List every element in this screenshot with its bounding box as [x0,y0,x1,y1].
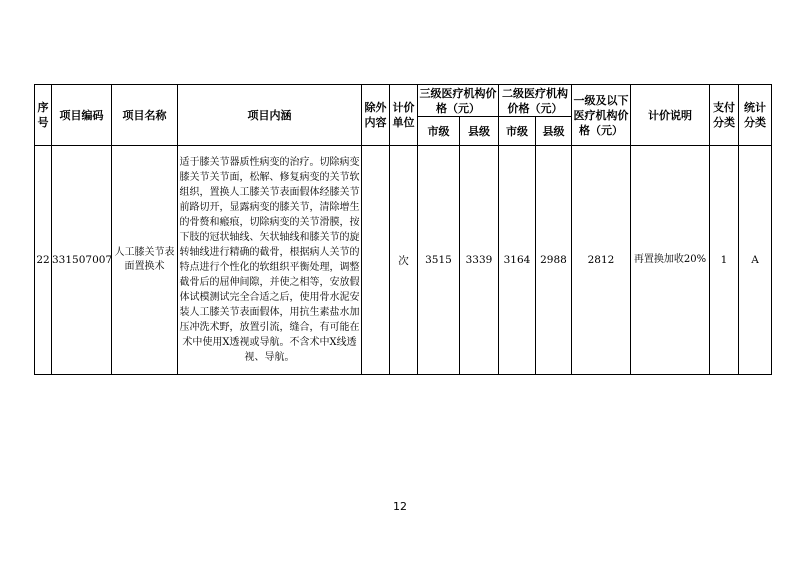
header-code: 项目编码 [52,85,112,146]
cell-tier2-county: 2988 [536,146,572,375]
cell-tier2-city: 3164 [499,146,536,375]
header-pricing-note: 计价说明 [631,85,710,146]
cell-pricing-note: 再置换加收20% [631,146,710,375]
cell-statistics-class: A [739,146,772,375]
cell-code: 331507007 [52,146,112,375]
header-tier2-city: 市级 [499,117,536,146]
header-tier3-price: 三级医疗机构价格（元） [419,86,497,115]
header-tier3-county: 县级 [460,117,499,146]
page-number: 12 [393,500,407,513]
header-unit: 计价单位 [390,85,418,146]
header-seq: 序号 [35,85,52,146]
cell-payment-class: 1 [710,146,739,375]
header-payment-class: 支付分类 [710,85,739,146]
header-tier2-price: 二级医疗机构价格（元） [499,85,572,117]
header-name: 项目名称 [112,85,178,146]
header-tier2-county: 县级 [536,117,572,146]
header-row-top [35,85,772,117]
cell-seq: 22 [35,146,52,375]
header-statistics-class: 统计分类 [739,85,772,146]
cell-tier3-county: 3339 [460,146,499,375]
cell-unit: 次 [390,146,418,375]
header-tier1-price: 一级及以下医疗机构价格（元） [572,85,631,146]
cell-tier1-price: 2812 [572,146,631,375]
cell-tier3-city: 3515 [418,146,460,375]
cell-content: 适于膝关节器质性病变的治疗。切除病变膝关节关节面，松解、修复病变的关节软组织，置换人工膝关节表面假体经膝关节前路切开，显露病变的膝关节，清除增生的骨赘和瘢痕，切除病变的关节滑膜，按下肢的冠状轴线、矢状轴线和膝关节的旋转轴线进行精确的截骨，根据病人关节的特点进行个性化的软组织平衡处理，调整截骨后的屈伸间隙，并使之相等，安放假体试模测试完全合适之后，使用骨水泥安装人工膝关节表面假体，用抗生素盐水加压冲洗术野，放置引流，缝合，有可能在术中使用X透视或导航。不含术中X线透视、导航。 [178,146,362,375]
cell-excluded [362,146,390,375]
cell-name: 人工膝关节表面置换术 [112,146,178,375]
header-content: 项目内涵 [178,85,362,146]
header-tier3-city: 市级 [418,117,460,146]
header-excluded: 除外内容 [362,85,390,146]
price-table [34,84,772,375]
table-row [35,146,772,375]
